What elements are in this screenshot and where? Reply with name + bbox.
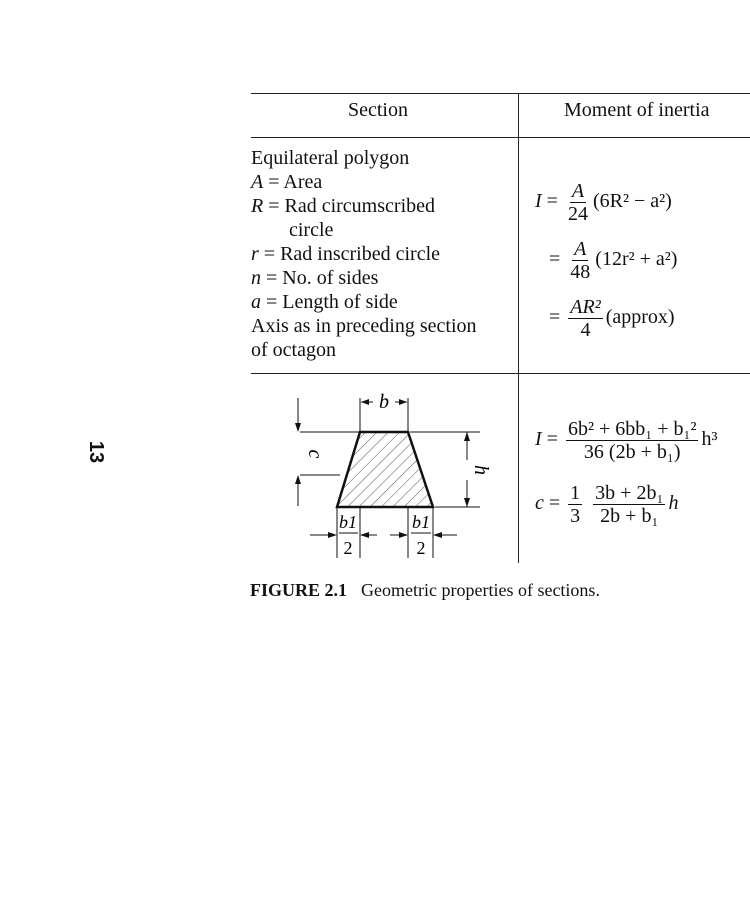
page-number: 13 (85, 440, 107, 464)
table-column-rule (518, 93, 519, 563)
figure-caption (250, 580, 600, 601)
table-top-rule (251, 93, 750, 94)
def-line: of octagon (251, 339, 336, 361)
trapezoid-inertia-formula: I = $\frac{\text{6b² + 6bb₁ + b₁²}}{\text{36 (2b + b₁)}}$ h³ (535, 418, 718, 463)
header-moment-of-inertia: Moment of inertia (564, 99, 710, 121)
label-b1-left: b1 (339, 512, 357, 532)
def-line: a = Length of side (251, 291, 398, 313)
label-h: h (470, 465, 492, 475)
def-line: Axis as in preceding section (251, 315, 477, 337)
label-2-left: 2 (343, 538, 353, 558)
label-c: c (304, 449, 326, 459)
def-line: Equilateral polygon (251, 147, 410, 169)
polygon-formula-3: = $\frac{\text{AR²}}{4}$ (approx) (549, 296, 675, 341)
header-section: Section (348, 99, 408, 121)
label-2-right: 2 (416, 538, 426, 558)
table-row-rule (251, 373, 750, 374)
def-line: circle (289, 219, 334, 241)
trapezoid-diagram (285, 388, 492, 563)
polygon-formula-1: I = $\frac{A}{24}$ (6R² − a²) (535, 180, 672, 225)
def-line: R = Rad circumscribed (251, 195, 435, 217)
trapezoid-centroid-formula: c = $\frac{1}{3}$ $\frac{\text{3b + 2b₁}}{\text{2b + b₁}}$ h (535, 482, 679, 527)
def-line: A = Area (251, 171, 323, 193)
polygon-definitions (251, 146, 477, 362)
figure-caption-text: Geometric properties of sections. (361, 580, 600, 600)
trapezoid-shape (337, 432, 433, 507)
figure-label: FIGURE 2.1 (250, 580, 348, 600)
label-b: b (379, 391, 389, 413)
label-b1-right: b1 (412, 512, 430, 532)
table-header-rule (251, 137, 750, 138)
def-line: n = No. of sides (251, 267, 379, 289)
def-line: r = Rad inscribed circle (251, 243, 441, 265)
polygon-formula-2: = $\frac{A}{48}$ (12r² + a²) (549, 238, 678, 283)
